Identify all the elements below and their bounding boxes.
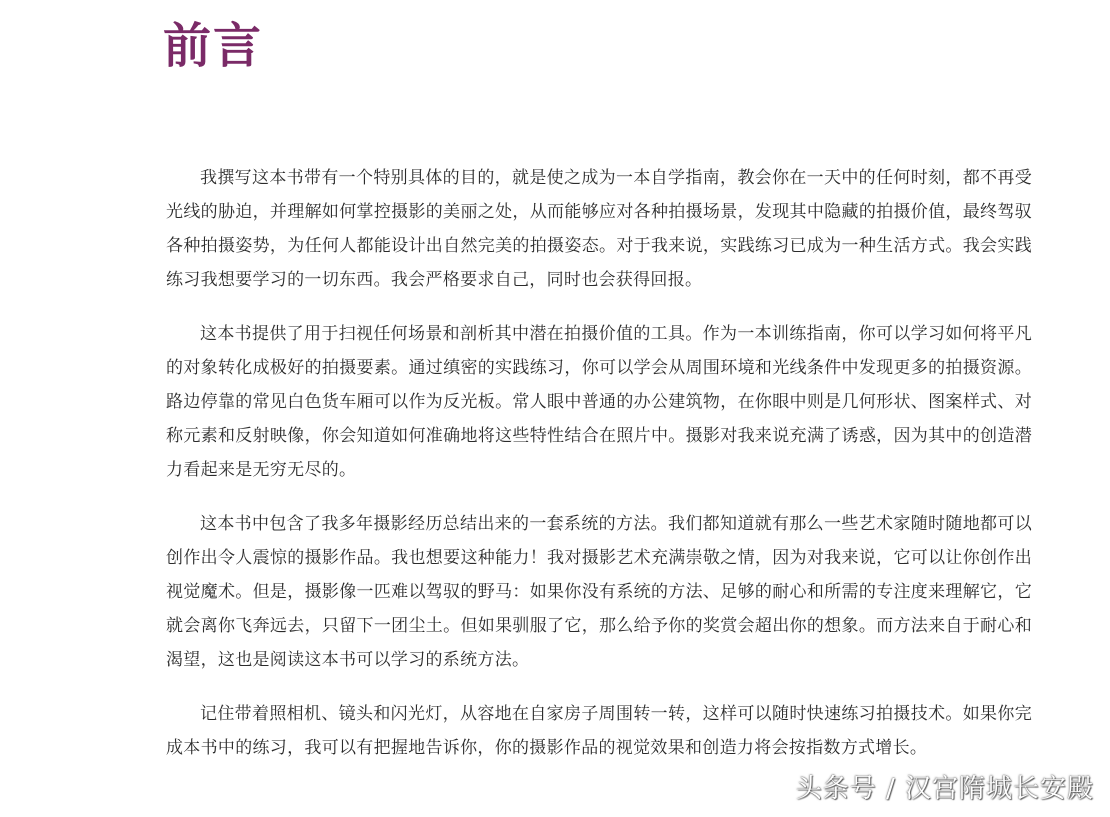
paragraph: 这本书提供了用于扫视任何场景和剖析其中潜在拍摄价值的工具。作为一本训练指南，你可以学习如何将平凡的对象转化成极好的拍摄要素。通过缜密的实践练习，你可以学会从周围环境和光线条件中发现更多的拍摄资源。路边停靠的常见白色货车厢可以作为反光板。常人眼中普通的办公建筑物，在你眼中则是几何形状、图案样式、对称元素和反射映像，你会知道如何准确地将这些特性结合在照片中。摄影对我来说充满了诱惑，因为其中的创造潜力看起来是无穷无尽的。 [166, 324, 1032, 480]
watermark: 头条号 / 汉宫隋城长安殿 [795, 774, 1094, 804]
paragraph: 我撰写这本书带有一个特别具体的目的，就是使之成为一本自学指南，教会你在一天中的任何时刻，都不再受光线的胁迫，并理解如何掌控摄影的美丽之处，从而能够应对各种拍摄场景，发现其中隐藏的拍摄价值，最终驾驭各种拍摄姿势，为任何人都能设计出自然完美的拍摄姿态。对于我来说，实践练习已成为一种生活方式。我会实践练习我想要学习的一切东西。我会严格要求自己，同时也会获得回报。 [166, 168, 1032, 290]
paragraph: 这本书中包含了我多年摄影经历总结出来的一套系统的方法。我们都知道就有那么一些艺术家随时随地都可以创作出令人震惊的摄影作品。我也想要这种能力！我对摄影艺术充满崇敬之情，因为对我来说，它可以让你创作出视觉魔术。但是，摄影像一匹难以驾驭的野马：如果你没有系统的方法、足够的耐心和所需的专注度来理解它，它就会离你飞奔远去，只留下一团尘土。但如果驯服了它，那么给予你的奖赏会超出你的想象。而方法来自于耐心和渴望，这也是阅读这本书可以学习的系统方法。 [166, 514, 1032, 670]
page-title: 前言 [163, 18, 264, 74]
body-text [166, 161, 1032, 785]
paragraph: 记住带着照相机、镜头和闪光灯，从容地在自家房子周围转一转，这样可以随时快速练习拍摄技术。如果你完成本书中的练习，我可以有把握地告诉你，你的摄影作品的视觉效果和创造力将会按指数方式增长。 [166, 704, 1032, 758]
